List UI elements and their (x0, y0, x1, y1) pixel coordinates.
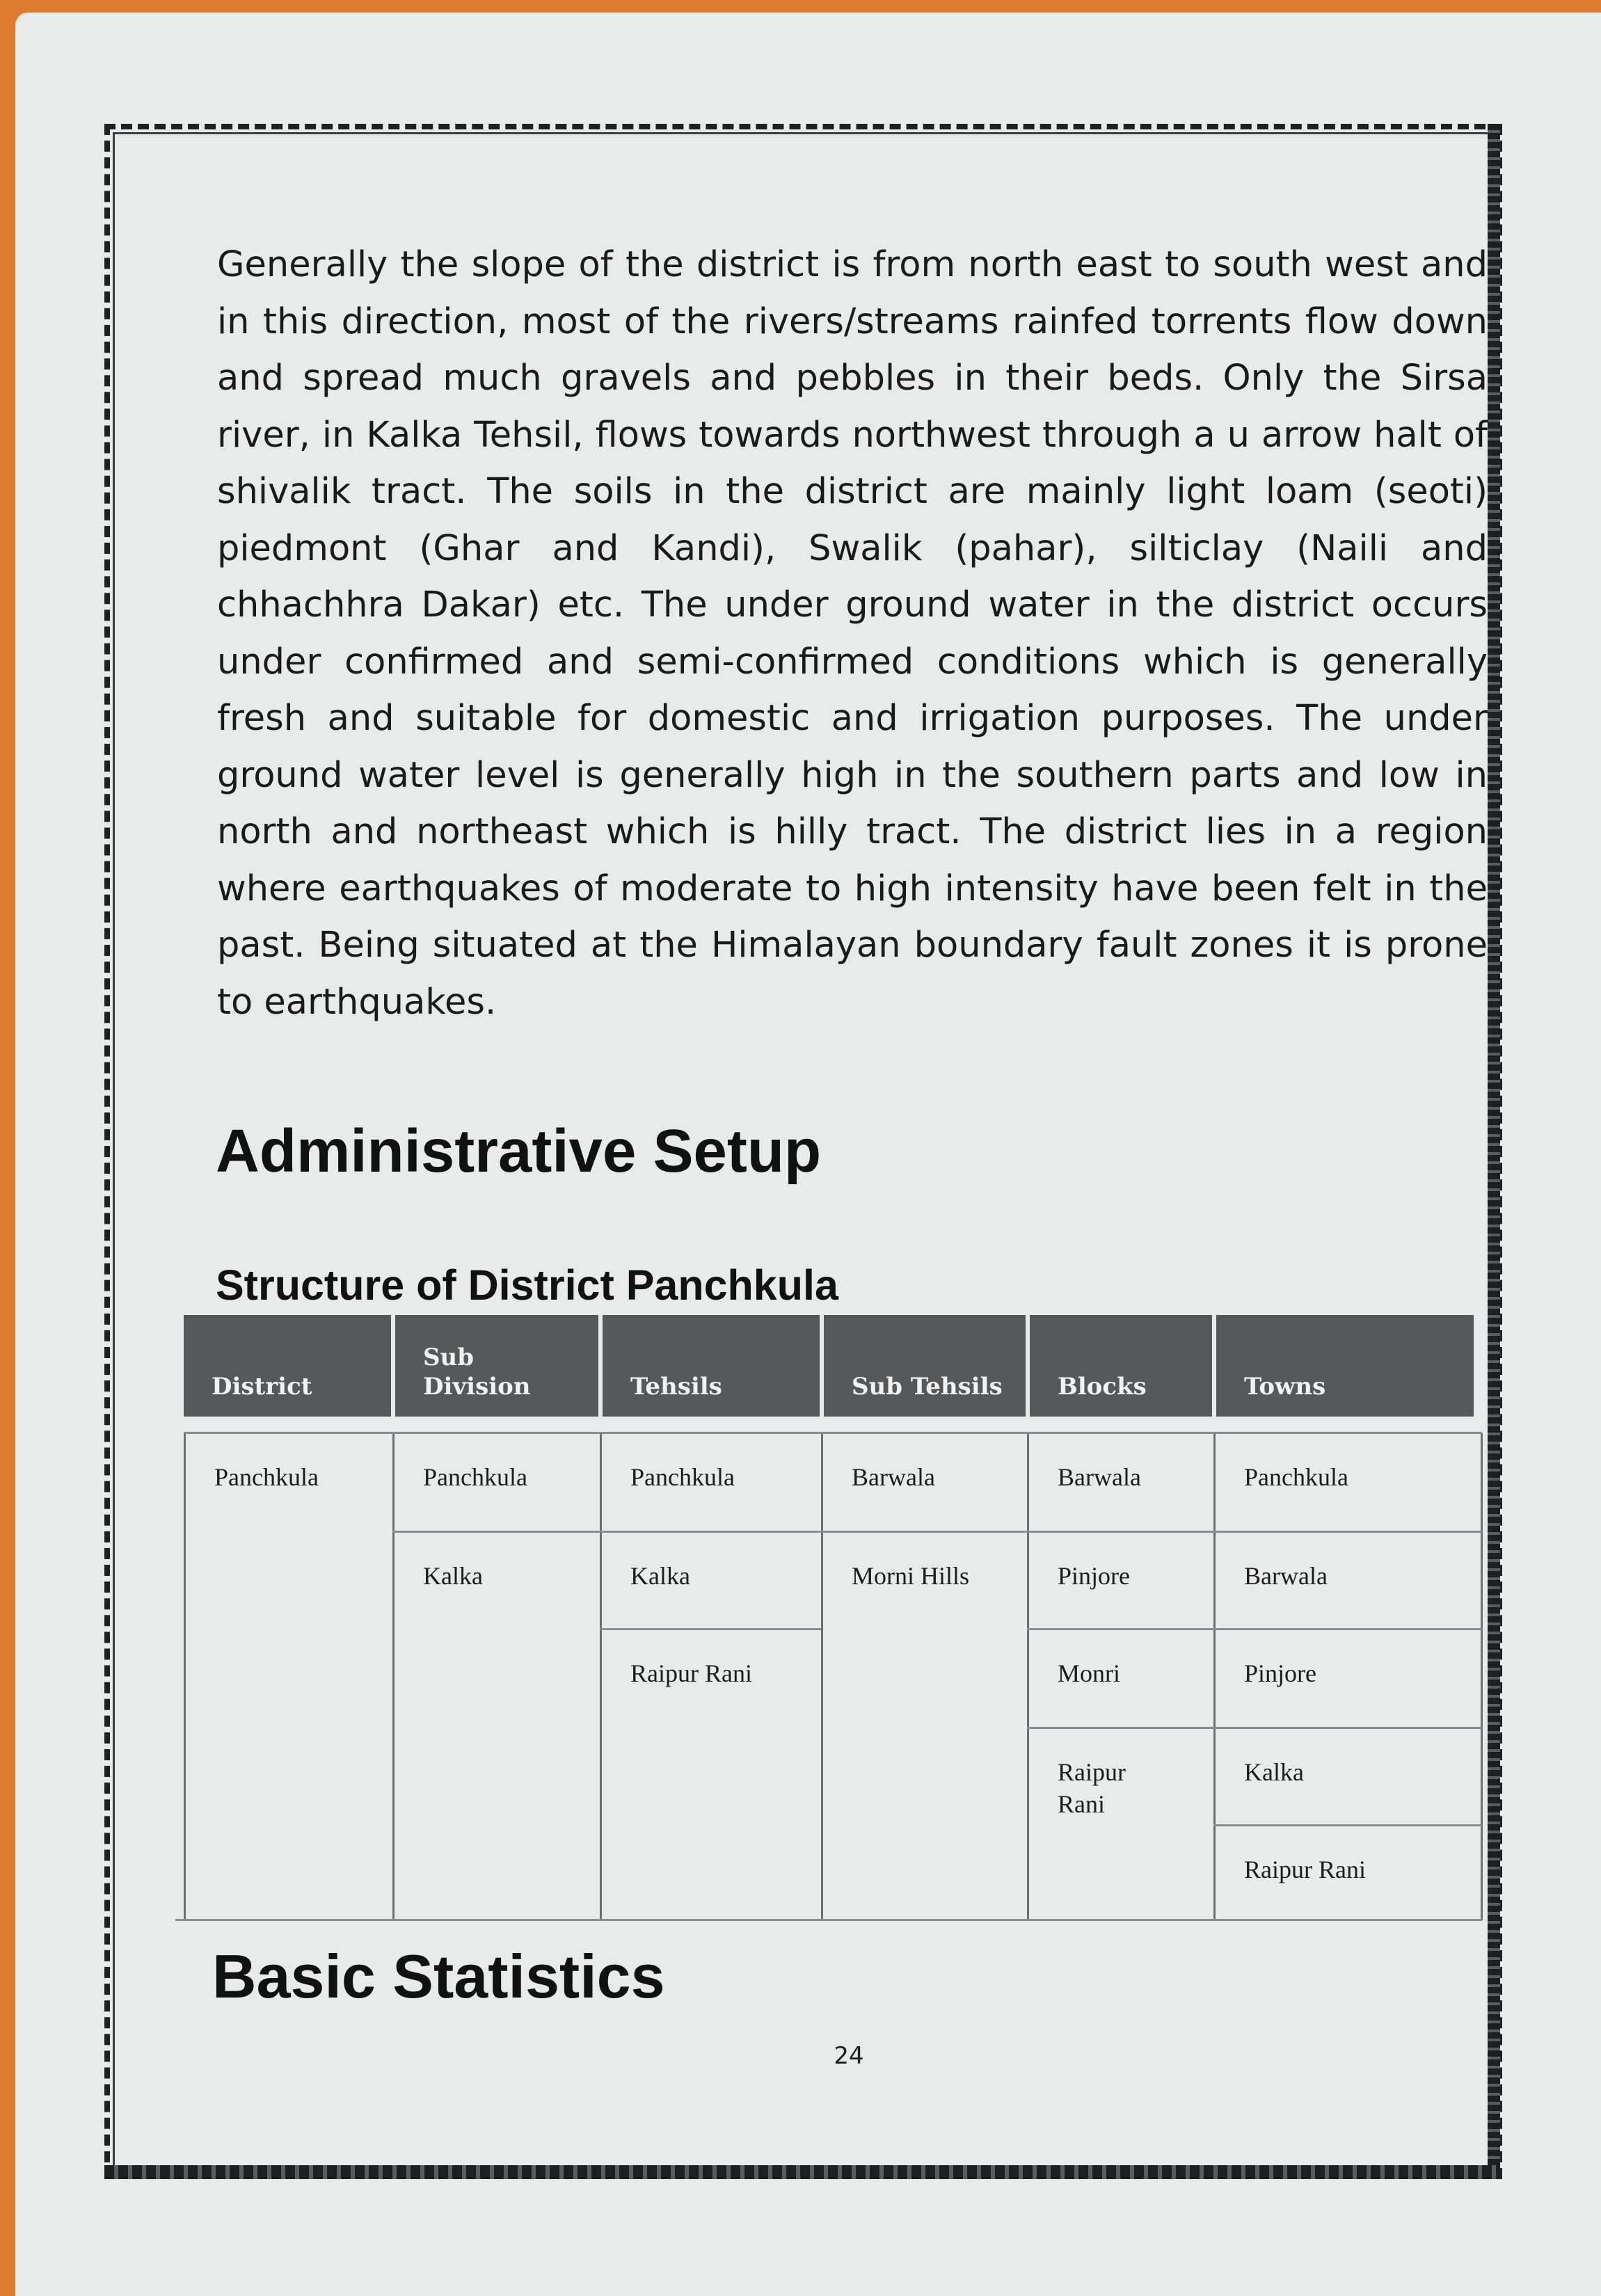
cell-block: Barwala (1058, 1463, 1141, 1491)
col-header-blocks: Blocks (1030, 1315, 1212, 1417)
cell-town: Pinjore (1244, 1659, 1316, 1687)
grid-line (392, 1433, 395, 1920)
heading-administrative-setup: Administrative Setup (216, 1117, 822, 1185)
structure-table (182, 1315, 1483, 1927)
col-header-subtehsils: Sub Tehsils (824, 1315, 1026, 1417)
cell-block: Pinjore (1058, 1562, 1130, 1590)
cell-tehsil: Raipur Rani (630, 1659, 752, 1687)
cell-town: Kalka (1244, 1758, 1304, 1786)
col-header-towns: Towns (1216, 1315, 1474, 1417)
cell-town: Panchkula (1244, 1463, 1348, 1491)
cell-subtehsil: Barwala (852, 1463, 935, 1491)
page-number: 24 (834, 2042, 864, 2070)
cell-town: Barwala (1244, 1562, 1328, 1590)
grid-line (175, 1919, 1482, 1921)
grid-line (821, 1433, 823, 1920)
cell-block: Raipur Rani (1058, 1758, 1126, 1818)
cell-tehsil: Kalka (630, 1562, 690, 1590)
cell-subdivision: Kalka (423, 1562, 483, 1590)
col-header-tehsils: Tehsils (603, 1315, 820, 1417)
cell-district: Panchkula (214, 1463, 319, 1491)
cell-town: Raipur Rani (1244, 1856, 1366, 1883)
cell-tehsil: Panchkula (630, 1463, 735, 1491)
cell-subdivision: Panchkula (423, 1463, 527, 1491)
heading-basic-statistics: Basic Statistics (212, 1942, 665, 2011)
heading-structure: Structure of District Panchkula (216, 1261, 838, 1309)
grid-line (184, 1433, 186, 1920)
grid-line (1481, 1433, 1483, 1920)
col-header-subdivision: Sub Division (395, 1315, 598, 1417)
cell-block: Monri (1058, 1659, 1120, 1687)
body-paragraph: Generally the slope of the district is from north east to south west and in this direction, most of the rivers/streams rainfed torrents flow down and spread much gravels and pebbles in their beds. Only the Sirsa river, in Kalka Tehsil, flows towards northwest through a u arrow halt of shivalik tract. The soils in the district are mainly light loam (seoti) piedmont (Ghar and Kandi), Swalik (pahar), silticlay (Naili and chhachhra Dakar) etc. The under ground water in the district occurs under confirmed and semi-confirmed conditions which is generally fresh and suitable for domestic and irrigation purposes. The under ground water level is generally high in the southern parts and low in north and northeast which is hilly tract. The district lies in a region where earthquakes of moderate to high intensity have been felt in the past. Being situated at the Himalayan boundary fault zones it is prone to earthquakes. (217, 244, 1488, 1023)
col-header-district: District (184, 1315, 391, 1417)
page-border-right (1488, 124, 1500, 2179)
cell-subtehsil: Morni Hills (852, 1562, 970, 1590)
page-border-bottom (104, 2165, 1500, 2179)
